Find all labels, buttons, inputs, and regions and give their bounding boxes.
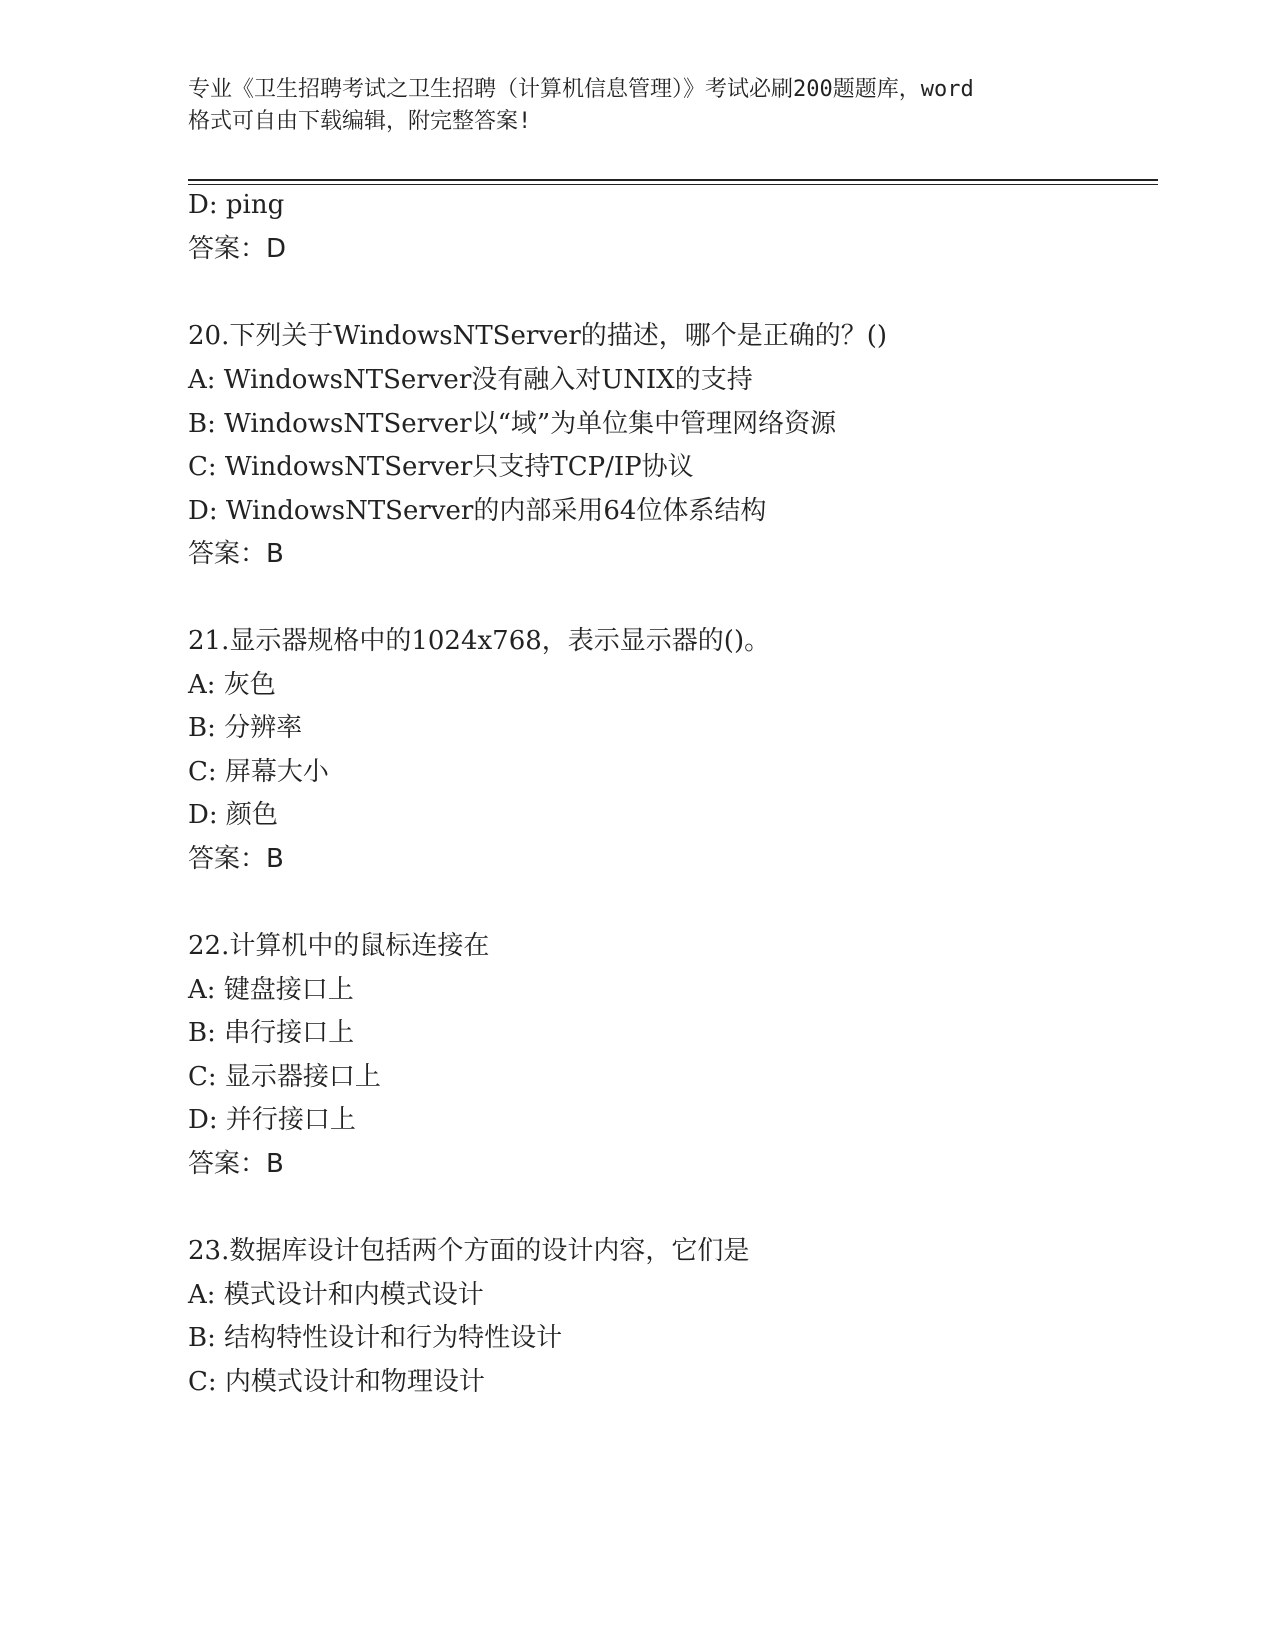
q20-question: 20.下列关于WindowsNTServer的描述，哪个是正确的？() <box>188 321 888 351</box>
q20-option-a: A: WindowsNTServer没有融入对UNIX的支持 <box>188 365 753 395</box>
q20-answer: 答案：B <box>188 539 284 569</box>
q23-option-b: B: 结构特性设计和行为特性设计 <box>188 1323 563 1353</box>
header-line-1: 专业《卫生招聘考试之卫生招聘（计算机信息管理）》考试必刷200题题库，word <box>188 77 974 102</box>
q23-option-c: C: 内模式设计和物理设计 <box>188 1367 485 1397</box>
q21-option-c: C: 屏幕大小 <box>188 757 329 787</box>
q23-question: 23.数据库设计包括两个方面的设计内容，它们是 <box>188 1236 750 1266</box>
q22-answer: 答案：B <box>188 1149 284 1179</box>
header-line-2: 格式可自由下载编辑，附完整答案! <box>188 109 532 134</box>
q22-option-c: C: 显示器接口上 <box>188 1062 381 1092</box>
prev-option-d: D: ping <box>188 190 285 220</box>
q22-question: 22.计算机中的鼠标连接在 <box>188 931 490 961</box>
q20-option-d: D: WindowsNTServer的内部采用64位体系结构 <box>188 496 767 526</box>
header-divider-thin <box>188 184 1158 185</box>
q22-option-a: A: 键盘接口上 <box>188 975 354 1005</box>
q20-option-c: C: WindowsNTServer只支持TCP/IP协议 <box>188 452 694 482</box>
q21-answer: 答案：B <box>188 844 284 874</box>
document-header <box>188 74 1088 138</box>
q22-option-d: D: 并行接口上 <box>188 1105 356 1135</box>
header-divider-thick <box>188 179 1158 181</box>
q21-option-a: A: 灰色 <box>188 670 276 700</box>
q21-question: 21.显示器规格中的1024x768，表示显示器的()。 <box>188 626 771 656</box>
q21-option-d: D: 颜色 <box>188 800 278 830</box>
q23-option-a: A: 模式设计和内模式设计 <box>188 1280 484 1310</box>
q21-option-b: B: 分辨率 <box>188 713 303 743</box>
q22-option-b: B: 串行接口上 <box>188 1018 355 1048</box>
q20-option-b: B: WindowsNTServer以“域”为单位集中管理网络资源 <box>188 409 837 439</box>
prev-answer: 答案：D <box>188 234 287 264</box>
